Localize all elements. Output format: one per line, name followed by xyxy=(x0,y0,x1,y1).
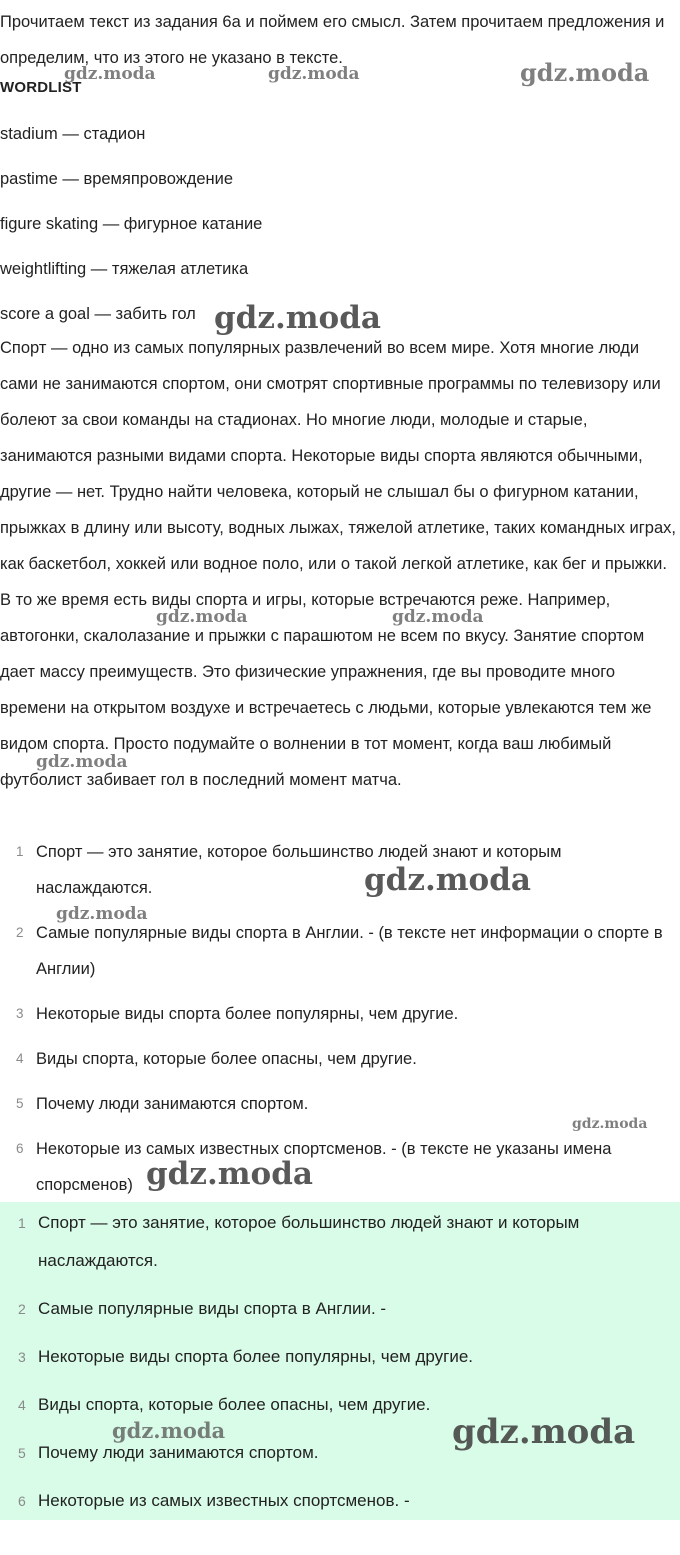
list-item-number: 3 xyxy=(16,1006,24,1021)
list-item xyxy=(0,1131,680,1203)
list-item-text: Виды спорта, которые более опасны, чем другие. xyxy=(38,1395,431,1414)
list-item-text: Почему люди занимаются спортом. xyxy=(36,1095,309,1113)
list-item xyxy=(0,1041,680,1077)
list-item-number: 6 xyxy=(16,1141,24,1156)
list-item xyxy=(0,834,680,906)
list-item-text: Виды спорта, которые более опасны, чем другие. xyxy=(36,1050,417,1068)
list-item xyxy=(0,996,680,1032)
watermark: gdz.moda xyxy=(64,64,156,84)
list-item-text: Некоторые из самых известных спортсменов. - xyxy=(38,1491,410,1510)
watermark: gdz.moda xyxy=(112,1418,226,1443)
wordlist-item: stadium — стадион xyxy=(0,125,146,143)
watermark: gdz.moda xyxy=(156,607,248,627)
answer-list xyxy=(0,1204,680,1520)
list-item-number: 5 xyxy=(18,1445,26,1461)
watermark: gdz.moda xyxy=(146,1156,313,1192)
wordlist-item: weightlifting — тяжелая атлетика xyxy=(0,260,249,278)
list-item-number: 1 xyxy=(16,844,24,859)
list-item xyxy=(0,1338,680,1376)
intro-text: Прочитаем текст из задания 6а и поймем его смысл. Затем прочитаем предложения и определим, что из этого не указано в тексте. xyxy=(0,13,665,67)
list-item-text: Некоторые виды спорта более популярны, чем другие. xyxy=(38,1347,474,1366)
passage-text: Спорт — одно из самых популярных развлечений во всем мире. Хотя многие люди сами не занимаются спортом, они смотрят спортивные программы по телевизору или болеют за свои команды на стадионах. Но многие люди, молодые и старые, занимаются разными видами спорта. Некоторые виды спорта являются обычными, другие — нет. Трудно найти человека, который не слышал бы о фигурном катании, прыжках в длину или высоту, водных лыжах, тяжелой атлетике, таких командных играх, как баскетбол, хоккей или водное поло, или о такой легкой атлетике, как бег и прыжки. В то же время есть виды спорта и игры, которые встречаются реже. Например, автогонки, скалолазание и прыжки с парашютом не всем по вкусу. Занятие спортом дает массу преимуществ. Это физические упражнения, где вы проводите много времени на открытом воздухе и встречаетесь с людьми, которые увлекаются тем же видом спорта. Просто подумайте о волнении в тот момент, когда ваш любимый футболист забивает гол в последний момент матча. xyxy=(0,339,676,789)
list-item-text: Некоторые виды спорта более популярны, чем другие. xyxy=(36,1005,459,1023)
watermark: gdz.moda xyxy=(520,58,650,87)
list-item-text: Самые популярные виды спорта в Англии. - xyxy=(38,1299,387,1318)
list-item-number: 3 xyxy=(18,1349,26,1365)
watermark: gdz.moda xyxy=(56,904,148,924)
list-item xyxy=(0,1482,680,1520)
list-item-text: Спорт — это занятие, которое большинство людей знают и которым наслаждаются. xyxy=(38,1213,580,1270)
list-item-text: Некоторые из самых известных спортсменов. - (в тексте не указаны имена спорсменов) xyxy=(36,1140,612,1194)
explained-list xyxy=(0,834,680,1203)
list-item-text: Почему люди занимаются спортом. xyxy=(38,1443,319,1462)
list-item xyxy=(0,915,680,987)
watermark: gdz.moda xyxy=(364,862,531,898)
list-item-number: 4 xyxy=(16,1051,24,1066)
list-item-text: Самые популярные виды спорта в Англии. - (в тексте нет информации о спорте в Англии) xyxy=(36,924,663,978)
list-item-number: 2 xyxy=(18,1301,26,1317)
list-item-number: 2 xyxy=(16,925,24,940)
watermark: gdz.moda xyxy=(214,300,381,336)
watermark: gdz.moda xyxy=(36,752,128,772)
list-item-number: 5 xyxy=(16,1096,24,1111)
wordlist-item: figure skating — фигурное катание xyxy=(0,215,263,233)
watermark: gdz.moda xyxy=(268,64,360,84)
watermark: gdz.moda xyxy=(452,1412,636,1452)
list-item-number: 4 xyxy=(18,1397,26,1413)
list-item-text: Спорт — это занятие, которое большинство людей знают и которым наслаждаются. xyxy=(36,843,562,897)
wordlist-item: score a goal — забить гол xyxy=(0,305,196,323)
wordlist-item: pastime — времяпровождение xyxy=(0,170,234,188)
watermark: gdz.moda xyxy=(392,607,484,627)
wordlist-heading: WORDLIST xyxy=(0,79,82,96)
list-item xyxy=(0,1204,680,1280)
list-item-number: 6 xyxy=(18,1493,26,1509)
list-item-number: 1 xyxy=(18,1215,26,1231)
watermark: gdz.moda xyxy=(572,1116,648,1132)
list-item xyxy=(0,1290,680,1328)
answer-box xyxy=(0,1202,680,1520)
